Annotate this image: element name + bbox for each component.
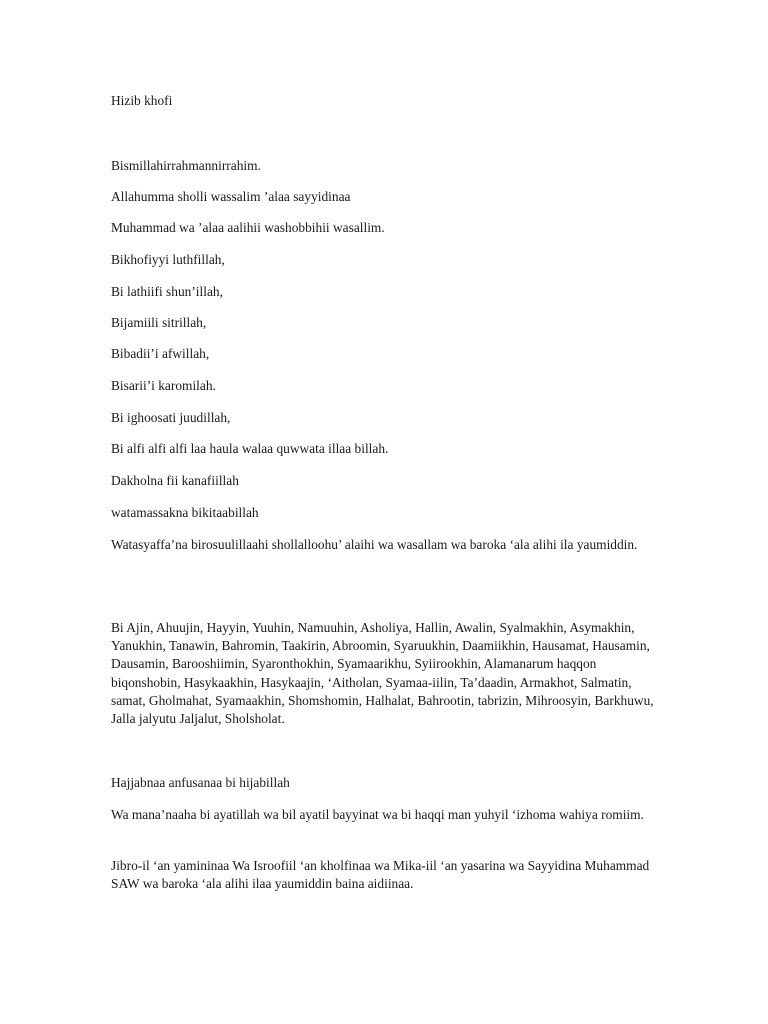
paragraph-bismillah: Bismillahirrahmannirrahim. [111,158,261,173]
paragraph-line: Bi alfi alfi alfi laa haula walaa quwwata illaa billah. [111,441,389,456]
document-title: Hizib khofi [111,93,173,108]
paragraph-jibroil: Jibro-il ‘an yamininaa Wa Isroofiil ‘an kholfinaa wa Mika-iil ‘an yasarina wa Sayyidina Muhammad SAW wa baroka ‘ala alihi ilaa yaumiddin baina aidiinaa. [111,858,650,892]
paragraph-sholawat-1: Allahumma sholli wassalim ’alaa sayyidinaa [111,189,351,204]
paragraph-line: Bikhofiyyi luthfillah, [111,252,225,267]
paragraph-hajjabnaa: Hajjabnaa anfusanaa bi hijabillah [111,775,290,790]
paragraph-line: watamassakna bikitaabillah [111,505,259,520]
paragraph-line: Bijamiili sitrillah, [111,315,207,330]
paragraph-line: Dakholna fii kanafiillah [111,473,239,488]
paragraph-line: Bi lathiifi shun’illah, [111,284,223,299]
paragraph-line: Bibadii’i afwillah, [111,346,210,361]
paragraph-sholawat-2: Muhammad wa ’alaa aalihii washobbihii wasallim. [111,220,385,235]
paragraph-wa-manaanaaha: Wa mana’naaha bi ayatillah wa bil ayatil bayyinat wa bi haqqi man yuhyil ‘izhoma wahiya romiim. [111,807,644,822]
paragraph-line: Bi ighoosati juudillah, [111,410,231,425]
paragraph-names: Bi Ajin, Ahuujin, Hayyin, Yuuhin, Namuuhin, Asholiya, Hallin, Awalin, Syalmakhin, Asymakhin, Yanukhin, Tanawin, Bahromin, Taakirin, Abroomin, Syaruukhin, Daamiikhin, Hausamat, Hausamin, Dausamin, Barooshiimin, Syaronthokhin, Syamaarikhu, Syiirookhin, Alamanarum haqqon biqonshobin, Hasykaakhin, Hasykaajin, ‘Aitholan, Syamaa-iilin, Ta’daadin, Armakhot, Salmatin, samat, Gholmahat, Syamaakhin, Shomshomin, Halhalat, Bahrootin, tabrizin, Mihroosyin, Barkhuwu, Jalla jalyutu Jaljalut, Sholsholat. [111,620,654,727]
paragraph-line: Bisarii’i karomilah. [111,378,216,393]
paragraph-watasyaffana: Watasyaffa’na birosuulillaahi shollalloohu’ alaihi wa wasallam wa baroka ‘ala alihi ila yaumiddin. [111,537,638,552]
